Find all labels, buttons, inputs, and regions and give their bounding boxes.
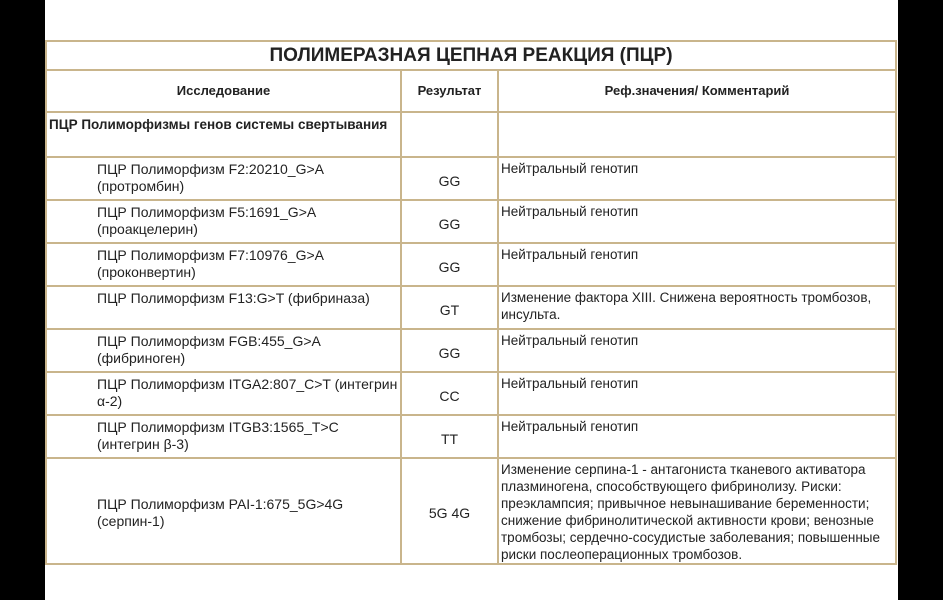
result-value: GG — [401, 329, 498, 372]
result-value: GG — [401, 243, 498, 286]
study-name: ПЦР Полиморфизм F2:20210_G>A (протромбин) — [46, 157, 401, 200]
table-title: ПОЛИМЕРАЗНАЯ ЦЕПНАЯ РЕАКЦИЯ (ПЦР) — [46, 41, 896, 70]
section-row — [46, 112, 896, 157]
table-row — [46, 243, 896, 286]
reference-comment: Нейтральный генотип — [498, 329, 896, 372]
reference-comment: Нейтральный генотип — [498, 415, 896, 458]
result-value: GG — [401, 200, 498, 243]
reference-comment: Изменение серпина-1 - антагониста тканевого активатора плазминогена, способствующего фибринолизу. Риски: преэклампсия; привычное невынашивание беременности; снижение фибринолитической активности крови; венозные тромбозы; сердечно-сосудистые заболевания; повышенные риски послеоперационных тромбозов. — [498, 458, 896, 564]
result-value: 5G 4G — [401, 458, 498, 564]
study-name: ПЦР Полиморфизм F7:10976_G>A (проконвертин) — [46, 243, 401, 286]
table-row — [46, 458, 896, 564]
reference-comment: Нейтральный генотип — [498, 372, 896, 415]
pcr-results-table — [45, 40, 897, 565]
section-title: ПЦР Полиморфизмы генов системы свертывания — [46, 112, 401, 157]
reference-comment: Нейтральный генотип — [498, 200, 896, 243]
study-name: ПЦР Полиморфизм FGB:455_G>A (фибриноген) — [46, 329, 401, 372]
result-value: TT — [401, 415, 498, 458]
header-reference: Реф.значения/ Комментарий — [498, 70, 896, 112]
table-row — [46, 200, 896, 243]
reference-comment: Нейтральный генотип — [498, 157, 896, 200]
reference-comment: Нейтральный генотип — [498, 243, 896, 286]
table-row — [46, 286, 896, 329]
table-row — [46, 157, 896, 200]
result-value: GT — [401, 286, 498, 329]
result-value: GG — [401, 157, 498, 200]
study-name: ПЦР Полиморфизм PAI-1:675_5G>4G (серпин-1) — [46, 458, 401, 564]
table-row — [46, 329, 896, 372]
header-row — [46, 70, 896, 112]
table-row — [46, 415, 896, 458]
header-study: Исследование — [46, 70, 401, 112]
result-value: CC — [401, 372, 498, 415]
study-name: ПЦР Полиморфизм ITGB3:1565_T>C (интегрин β-3) — [46, 415, 401, 458]
table-row — [46, 372, 896, 415]
study-name: ПЦР Полиморфизм ITGA2:807_C>T (интегрин α-2) — [46, 372, 401, 415]
study-name: ПЦР Полиморфизм F13:G>T (фибриназа) — [46, 286, 401, 329]
reference-comment: Изменение фактора XIII. Снижена вероятность тромбозов, инсульта. — [498, 286, 896, 329]
document-page — [45, 0, 898, 600]
study-name: ПЦР Полиморфизм F5:1691_G>A (проакцелерин) — [46, 200, 401, 243]
header-result: Результат — [401, 70, 498, 112]
